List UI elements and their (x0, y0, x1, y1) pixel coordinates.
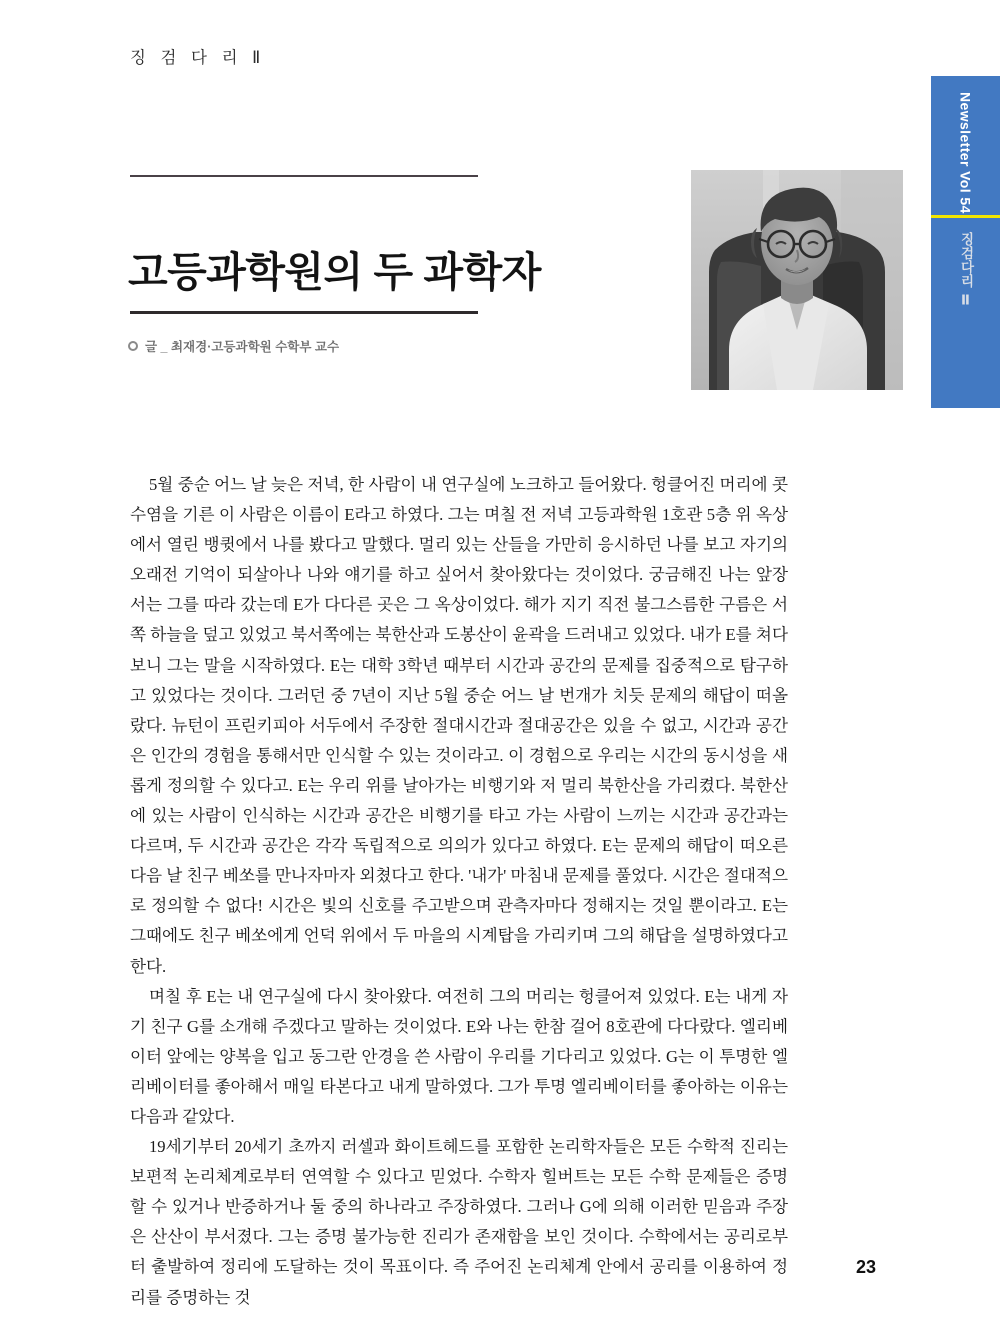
title-rule-top (130, 175, 478, 177)
body-paragraph: 며칠 후 E는 내 연구실에 다시 찾아왔다. 여전히 그의 머리는 헝클어져 있었다. E는 내게 자기 친구 G를 소개해 주겠다고 말하는 것이었다. E와 나는 한참 걸어 8호관에 다다랐다. 엘리베이터 앞에는 양복을 입고 동그란 안경을 쓴 사람이 우리를 기다리고 있었다. G는 이 투명한 엘리베이터를 좋아해서 매일 타본다고 내게 말하였다. 그가 투명 엘리베이터를 좋아하는 이유는 다음과 같았다. (130, 986, 788, 1126)
page-title: 고등과학원의 두 과학자 (128, 249, 541, 296)
body-paragraph: 5월 중순 어느 날 늦은 저녁, 한 사람이 내 연구실에 노크하고 들어왔다. 헝클어진 머리에 콧수염을 기른 이 사람은 이름이 E라고 하였다. 그는 며칠 전 저녁 고등과학원 1호관 5층 위 옥상에서 열린 뱅큇에서 나를 봤다고 말했다. 멀리 있는 산들을 가만히 응시하던 나를 보고 자기의 오래전 기억이 되살아나 나와 얘기를 하고 싶어서 찾아왔다는 것이었다. 궁금해진 나는 앞장서는 그를 따라 갔는데 E가 다다른 곳은 그 옥상이었다. 해가 지기 직전 불그스름한 구름은 서쪽 하늘을 덮고 있었고 북서쪽에는 북한산과 도봉산이 윤곽을 드러내고 있었다. 내가 E를 쳐다보니 그는 말을 시작하였다. E는 대학 3학년 때부터 시간과 공간의 문제를 집중적으로 탐구하고 있었다는 것이다. 그러던 중 7년이 지난 5월 중순 어느 날 번개가 치듯 문제의 해답이 떠올랐다. 뉴턴이 프린키피아 서두에서 주장한 절대시간과 절대공간은 있을 수 없고, 시간과 공간은 인간의 경험을 통해서만 인식할 수 있는 것이라고. 이 경험으로 우리는 시간의 동시성을 새롭게 정의할 수 있다고. E는 우리 위를 날아가는 비행기와 저 멀리 북한산을 가리켰다. 북한산에 있는 사람이 인식하는 시간과 공간은 비행기를 타고 가는 사람이 느끼는 시간과 공간과는 다르며, 두 시간과 공간은 각각 독립적으로 의의가 있다고 하였다. E는 문제의 해답이 떠오른 다음 날 친구 베쏘를 만나자마자 외쳤다고 한다. '내가' 마침내 문제를 풀었다. 시간은 절대적으로 정의할 수 없다! 시간은 빛의 신호를 주고받으며 관측자마다 정해지는 것일 뿐이라고. E는 그때에도 친구 베쏘에게 언덕 위에서 두 마을의 시계탑을 가리키며 그의 해답을 설명하였다고 한다. (130, 475, 788, 976)
side-tab-section (931, 218, 1000, 408)
byline (128, 337, 339, 355)
side-tab-volume (931, 76, 1000, 216)
side-tab-volume-label: Newsletter Vol 54 (957, 92, 974, 214)
title-rule-bottom (130, 311, 478, 314)
article-body (130, 470, 788, 1313)
portrait-photo (691, 170, 903, 390)
side-tab-section-label: 징검다리 Ⅱ (958, 232, 974, 309)
circle-bullet-icon (128, 341, 138, 351)
portrait-illustration (691, 170, 903, 390)
body-paragraph: 19세기부터 20세기 초까지 러셀과 화이트헤드를 포함한 논리학자들은 모든 수학적 진리는 보편적 논리체계로부터 연역할 수 있다고 믿었다. 수학자 힐버트는 모든 수학 문제들은 증명할 수 있거나 반증하거나 둘 중의 하나라고 주장하였다. 그러나 G에 의해 이러한 믿음과 주장은 산산이 부서졌다. 그는 증명 불가능한 진리가 존재함을 보인 것이다. 수학에서는 공리로부터 출발하여 정리에 도달하는 것이 목표이다. 즉 주어진 논리체계 안에서 공리를 이용하여 정리를 증명하는 것 (130, 1137, 788, 1307)
page-number: 23 (856, 1257, 877, 1277)
side-tab (931, 76, 1000, 408)
byline-text: 글 _ 최재경·고등과학원 수학부 교수 (145, 340, 340, 354)
running-head: 징 검 다 리 Ⅱ (130, 49, 266, 67)
